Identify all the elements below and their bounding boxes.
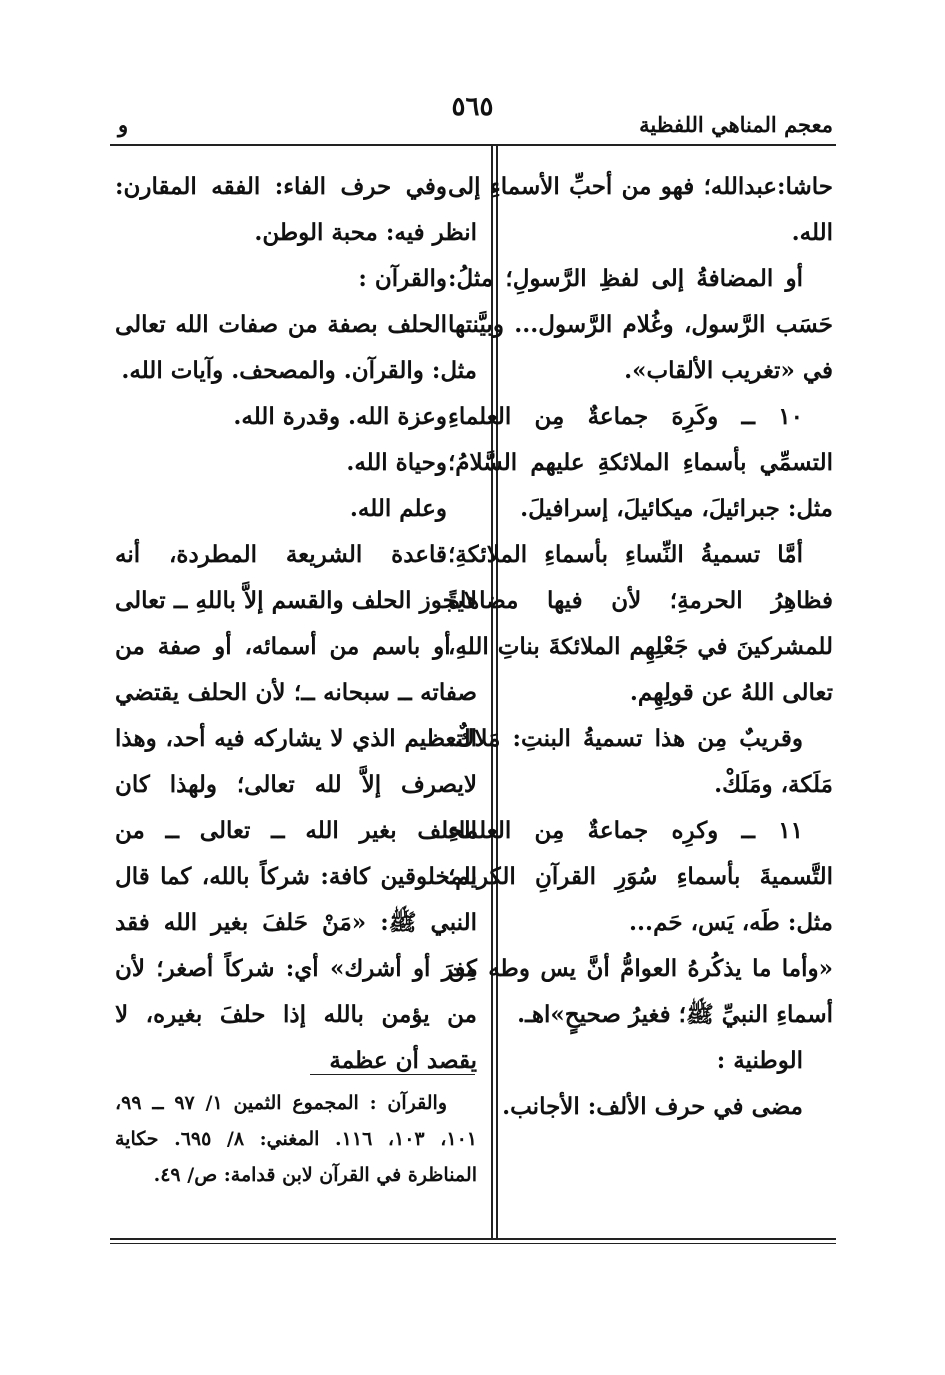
paragraph: وعلم الله. (349, 495, 447, 522)
section-letter: و (118, 112, 129, 137)
paragraph: حاشا:عبدالله؛ فهو من أحبِّ الأسماءِ إلى الله. (448, 173, 833, 246)
paragraph: وحياة الله. (346, 449, 447, 476)
paragraph: وعزة الله. وقدرة الله. (233, 403, 447, 430)
bottom-rule-second (110, 1243, 836, 1244)
footnote (115, 1085, 477, 1193)
paragraph: ١١ ــ وكرِه جماعةٌ مِن العلماءِ التَّسميةَ بأسماءِ سُوَرِ القرآنِ الكريم؛ مثل: طَه، يَس، حَم... (448, 817, 833, 936)
paragraph: قاعدة الشريعة المطردة، أنه لايجوز الحلف والقسم إلاَّ باللهِ ــ تعالى ــ أو باسم من أسمائه، أو صفة من صفاته ــ سبحانه ــ؛ لأن الحلف يقتضي التعظيم الذي لا يشاركه فيه أحد، وهذا لايصرف إلاَّ لله تعالى؛ ولهذا كان الحلف بغير الله ــ تعالى ــ من المخلوقين كافة: شركاً بالله، كما قال النبي ﷺ: «مَنْ حَلفَ بغير الله فقد كفرَ أو أشرك» أي: شركاً أصغر؛ لأن من يؤمن بالله إذا حلفَ بغيره، لا يقصد أن عظمة (115, 541, 477, 1074)
paragraph: وقريبٌ مِن هذا تسميةُ البنتِ: مَلاكٌ، مَلَكة، ومَلَكْ. (448, 725, 833, 798)
page-number: ٥٦٥ (451, 92, 494, 122)
paragraph: وفي حرف الفاء: الفقه المقارن: انظر فيه: محبة الوطن. (115, 173, 477, 246)
footnote-text: والقرآن : المجموع الثمين ١/ ٩٧ ــ ٩٩، ١٠١، ١٠٣، ١١٦. المغني: ٨/ ٦٩٥. حكاية المناظرة في القرآن لابن قدامة: ص/ ٤٩. (115, 1092, 477, 1186)
left-column (115, 164, 477, 1084)
right-column (448, 164, 833, 1130)
paragraph: ١٠ ــ وكَرِهَ جماعةٌ مِن العلماءِ التسمِّي بأسماءِ الملائكةِ عليهم السَّلامُ؛ مثل: جبرائيلَ، ميكائيلَ، إسرافيلَ. (448, 403, 833, 522)
section-heading: الوطنية : (716, 1047, 803, 1074)
running-title: معجم المناهي اللفظية (639, 112, 833, 137)
paragraph: أمَّا تسميةُ النِّساءِ بأسماءِ الملائكةِ؛ فظاهِرُ الحرمةِ؛ لأن فيها مضاهاةً للمشركينَ في جَعْلِهِم الملائكةَ بناتِ اللهِ، تعالى اللهُ عن قولِهِم. (448, 541, 833, 706)
paragraph: الحلف بصفة من صفات الله تعالى مثل: والقرآن. والمصحف. وآيات الله. (115, 311, 477, 384)
section-heading: والقرآن : (358, 265, 447, 292)
paragraph: مضى في حرف الألف: الأجانب. (502, 1093, 803, 1120)
header-rule (110, 144, 836, 146)
paragraph: «وأما ما يذكُرهُ العوامُّ أنَّ يس وطه مِن أسماءِ النبيِّ ﷺ؛ فغيرُ صحيحٍ»اهـ. (448, 955, 833, 1028)
bottom-rule (110, 1238, 836, 1240)
paragraph: أو المضافةُ إلى لفظِ الرَّسولِ؛ مثلُ: حَسَب الرَّسول، وغُلام الرَّسول... وبيَّنتها في «تغريب الألقاب». (448, 265, 833, 384)
